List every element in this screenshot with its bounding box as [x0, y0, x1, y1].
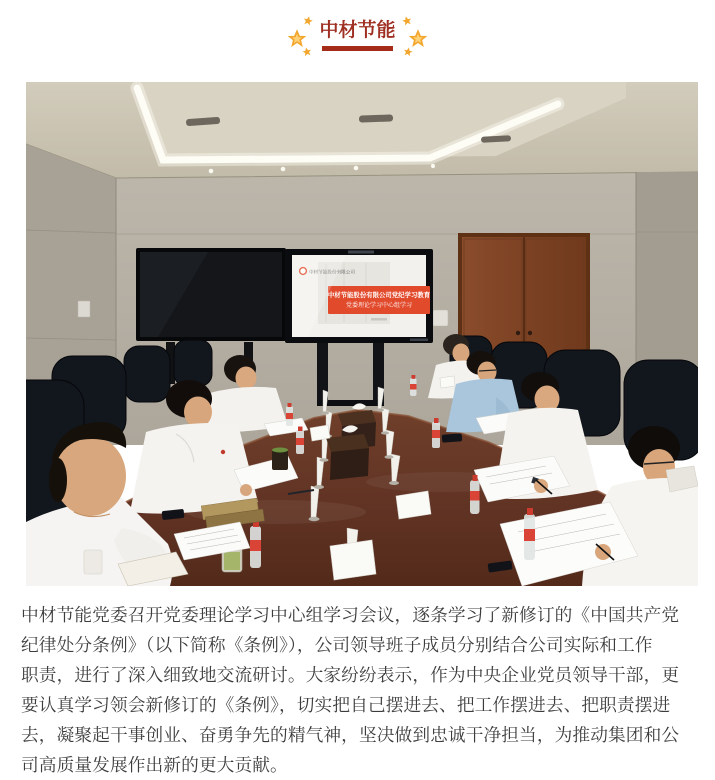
meeting-photo[interactable] [26, 82, 698, 586]
door-handle [528, 331, 532, 335]
article-line: 职责，进行了深入细致地交流研讨。大家纷纷表示，作为中央企业党员领导干部，更 [21, 665, 680, 685]
article-paragraph [21, 600, 703, 780]
brand-title: 中材节能 [319, 19, 396, 41]
stars-left-icon [287, 12, 313, 58]
stars-right-icon [402, 12, 428, 58]
brand-underline [322, 46, 393, 51]
article-line: 要认真学习领会新修订的《条例》，切实把自己摆进去、把工作摆进去、把职责摆进 [21, 695, 671, 715]
door-handle [516, 331, 520, 335]
article-line: 纪律处分条例》（以下简称《条例》），公司领导班子成员分别结合公司实际和工作 [21, 635, 653, 655]
light-switch-left [78, 301, 90, 317]
slide-banner-title: 中材节能股份有限公司党纪学习教育 [327, 292, 431, 299]
ceiling [26, 82, 698, 178]
brand-badge [0, 9, 715, 61]
slide-banner-subtitle: 党委理论学习中心组学习 [345, 303, 413, 309]
slide-banner [328, 286, 430, 314]
slide-company-name: 中材节能股份有限公司 [309, 269, 355, 275]
light-switch-right [433, 310, 448, 326]
brand [319, 20, 395, 51]
article-line: 中材节能党委召开党委理论学习中心组学习会议，逐条学习了新修订的《中国共产党 [21, 605, 680, 625]
meeting-room-scene [26, 82, 698, 586]
article-line: 去，凝聚起干事创业、奋勇争先的精气神，坚决做到忠诚干净担当，为推动集团和公 [21, 725, 680, 745]
article-line: 司高质量发展作出新的更大贡献。 [21, 755, 288, 775]
party-pin [221, 450, 225, 454]
